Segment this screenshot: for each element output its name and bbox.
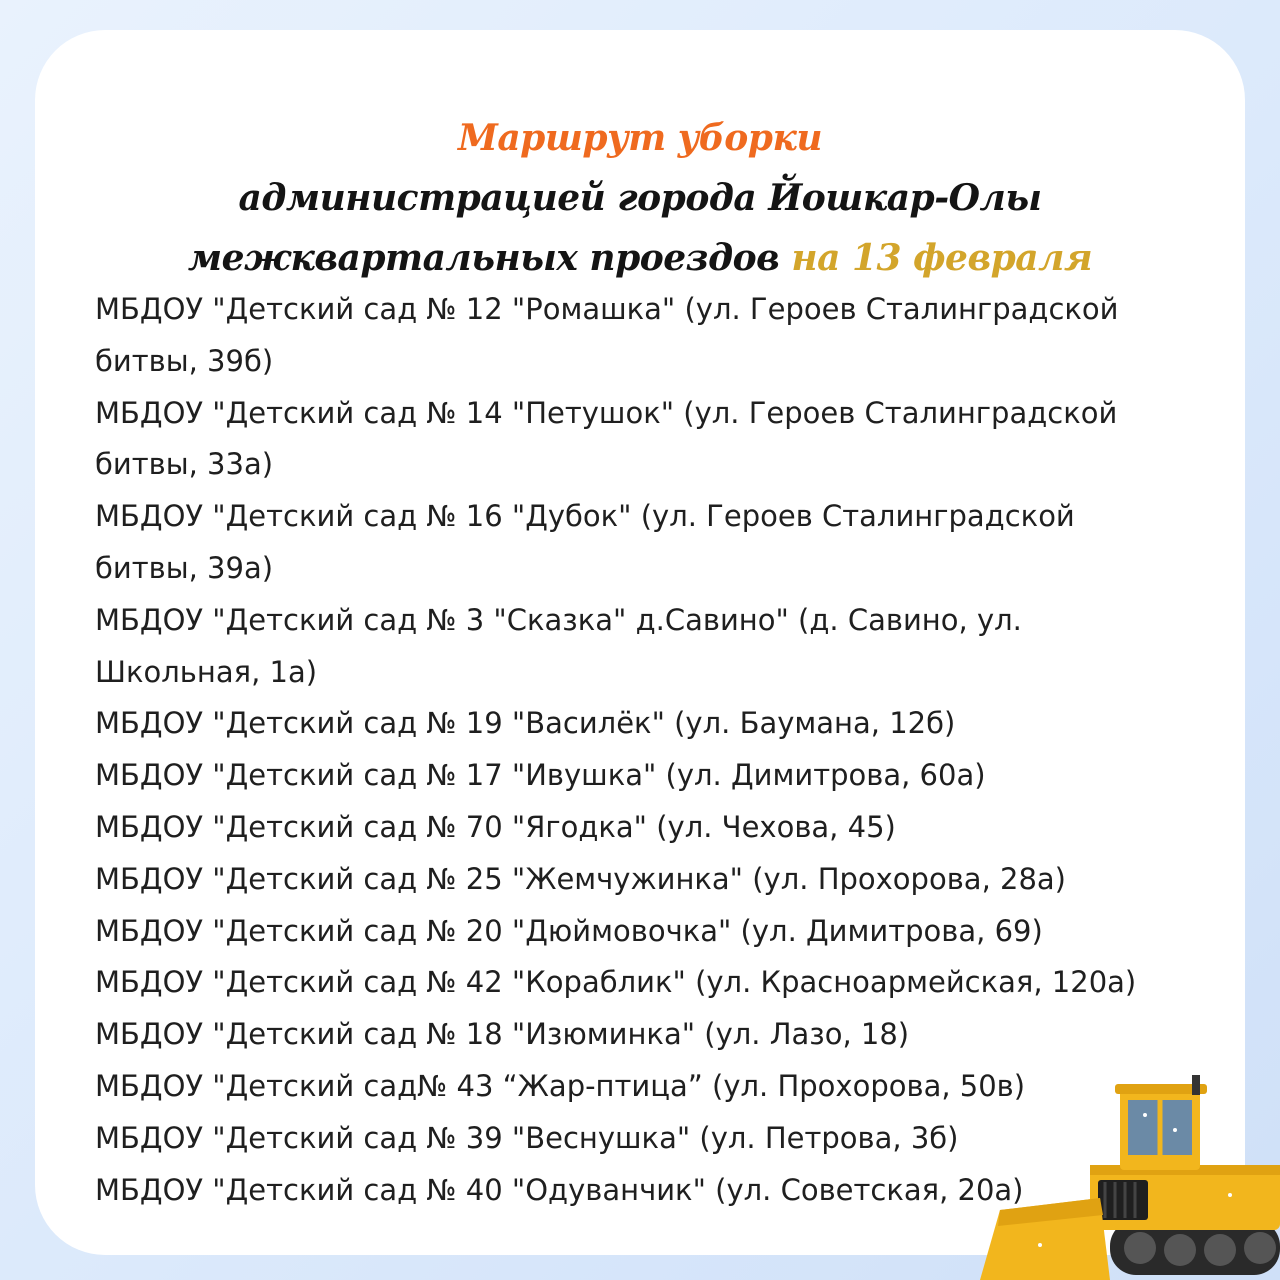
list-item: МБДОУ "Детский сад № 70 "Ягодка" (ул. Чехова, 45): [95, 809, 896, 844]
list-item: МБДОУ "Детский сад № 14 "Петушок" (ул. Героев Сталинградской битвы, 33а): [95, 395, 1118, 482]
list-item: МБДОУ "Детский сад № 19 "Василёк" (ул. Баумана, 12б): [95, 706, 956, 741]
list-item: МБДОУ "Детский сад № 16 "Дубок" (ул. Героев Сталинградской битвы, 39а): [95, 499, 1075, 585]
list-item: МБДОУ "Детский сад № 40 "Одуванчик" (ул. Советская, 20а): [95, 1172, 1024, 1207]
list-item: МБДОУ "Детский сад № 18 "Изюминка" (ул. Лазо, 18): [95, 1017, 910, 1052]
title-line-1: Маршрут уборки: [457, 117, 823, 159]
title-line-2: администрацией города Йошкар-Олы: [238, 177, 1042, 219]
list-item: МБДОУ "Детский сад № 25 "Жемчужинка" (ул. Прохорова, 28а): [95, 861, 1066, 896]
list-item: МБДОУ "Детский сад № 3 "Сказка" д.Савино" (д. Савино, ул. Школьная, 1а): [95, 602, 1022, 689]
list-item: МБДОУ "Детский сад № 20 "Дюймовочка" (ул. Димитрова, 69): [95, 913, 1043, 948]
list-item: МБДОУ "Детский сад № 42 "Кораблик" (ул. Красноармейская, 120а): [95, 965, 1137, 1000]
list-item: МБДОУ "Детский сад№ 43 “Жар-птица” (ул. Прохорова, 50в): [95, 1068, 1026, 1103]
title-line-3-main: межквартальных проездов: [187, 237, 792, 279]
title-line-3: [35, 228, 1245, 288]
list-item: МБДОУ "Детский сад № 17 "Ивушка" (ул. Димитрова, 60а): [95, 758, 986, 793]
bulldozer-icon: [980, 1070, 1280, 1280]
title-date: на 13 февраля: [791, 237, 1093, 279]
list-item: МБДОУ "Детский сад № 12 "Ромашка" (ул. Героев Сталинградской битвы, 39б): [95, 292, 1119, 378]
page-title: [35, 108, 1245, 288]
list-item: МБДОУ "Детский сад № 39 "Веснушка" (ул. Петрова, 3б): [95, 1120, 959, 1155]
